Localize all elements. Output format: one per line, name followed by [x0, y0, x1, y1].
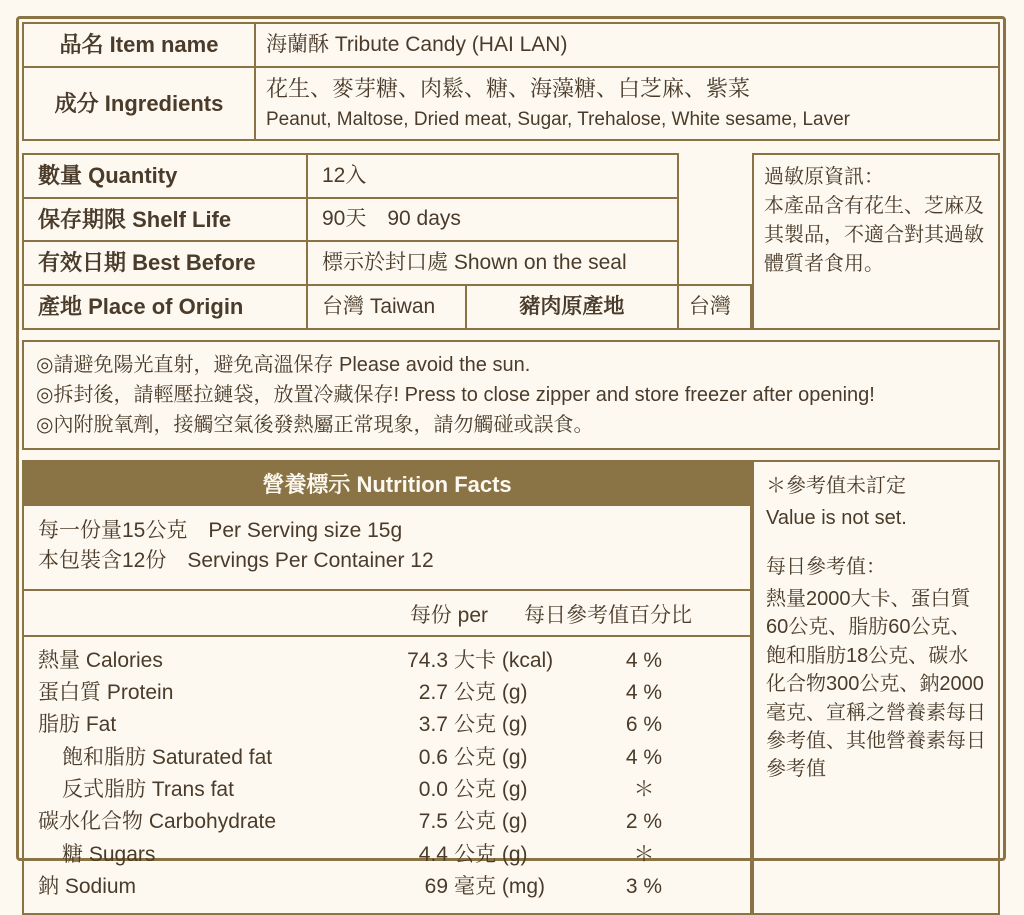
nutrient-unit: 公克 (g) — [454, 778, 528, 802]
nutrient-unit: 公克 (g) — [454, 680, 528, 704]
nutrient-daily-percent: 4 % — [625, 680, 663, 704]
storage-notes — [22, 340, 1000, 450]
table-row-best-before — [23, 241, 751, 285]
details-table-wrap — [22, 153, 752, 330]
origin-label: 產地 Place of Origin — [23, 285, 307, 329]
nutrient-daily-percent: 6 % — [625, 713, 663, 737]
serving-size: 每一份量15公克 Per Serving size 15g — [38, 518, 403, 542]
nutrient-name: 蛋白質 Protein — [38, 680, 174, 704]
nutrient-unit: 公克 (g) — [454, 810, 528, 834]
nutrient-name: 鈉 Sodium — [38, 875, 137, 899]
origin-value: 台灣 Taiwan — [307, 285, 466, 329]
star-note-zh: ＊參考值未訂定 — [766, 474, 906, 497]
nutrient-name: 脂肪 Fat — [38, 713, 117, 737]
details-table — [22, 153, 752, 330]
details-section — [22, 153, 1000, 330]
nutrient-daily-percent: 4 % — [625, 745, 663, 769]
table-row-item-name — [23, 23, 999, 67]
nutrition-row — [24, 742, 750, 774]
nutrition-title: 營養標示 Nutrition Facts — [24, 462, 750, 506]
nutrient-value: 74.3 — [407, 648, 448, 672]
star-note-en: Value is not set. — [766, 507, 907, 530]
nutrient-daily-percent: ＊ — [633, 778, 655, 802]
note-line-3: ◎內附脫氧劑，接觸空氣後發熱屬正常現象，請勿觸碰或誤食。 — [36, 413, 594, 436]
nutrient-value: 3.7 — [418, 713, 448, 737]
product-info-table — [22, 22, 1000, 141]
quantity-value: 12入 — [307, 154, 678, 198]
nutrient-unit: 毫克 (mg) — [454, 875, 545, 899]
nutrient-daily-percent: 2 % — [625, 810, 663, 834]
item-name-value: 海蘭酥 Tribute Candy (HAI LAN) — [255, 23, 999, 67]
nutrition-row — [24, 871, 750, 903]
ingredients-zh: 花生、麥芽糖、肉鬆、糖、海藻糖、白芝麻、紫菜 — [266, 75, 751, 101]
nutrition-row — [24, 774, 750, 806]
serving-info — [24, 506, 750, 591]
nutrition-row — [24, 645, 750, 677]
reference-values-box — [752, 460, 1000, 915]
nutrient-value: 69 — [424, 875, 448, 899]
nutrition-column-headers — [24, 591, 750, 637]
ingredients-value — [255, 67, 999, 140]
nutrient-value: 7.5 — [418, 810, 448, 834]
column-header-per-serving: 每份 per — [409, 603, 488, 627]
best-before-value: 標示於封口處 Shown on the seal — [307, 241, 678, 285]
nutrient-value: 0.6 — [418, 745, 448, 769]
table-row-origin — [23, 285, 751, 329]
pork-origin-label: 豬肉原產地 — [466, 285, 678, 329]
nutrition-rows — [24, 637, 750, 914]
shelf-life-label: 保存期限 Shelf Life — [23, 198, 307, 242]
column-header-daily-value: 每日參考值百分比 — [524, 603, 692, 627]
nutrient-daily-percent: 3 % — [625, 875, 663, 899]
nutrition-row — [24, 839, 750, 871]
nutrient-unit: 大卡 (kcal) — [454, 648, 554, 672]
label-content — [22, 22, 1000, 899]
nutrition-row — [24, 677, 750, 709]
nutrient-name: 糖 Sugars — [62, 842, 156, 866]
nutrient-unit: 公克 (g) — [454, 842, 528, 866]
servings-per-container: 本包裝含12份 Servings Per Container 12 — [38, 549, 434, 573]
item-name-label: 品名 Item name — [23, 23, 255, 67]
nutrient-name: 熱量 Calories — [38, 648, 163, 672]
allergen-box — [752, 153, 1000, 330]
nutrient-value: 4.4 — [418, 842, 448, 866]
ingredients-label: 成分 Ingredients — [23, 67, 255, 140]
table-row-shelf-life — [23, 198, 751, 242]
shelf-life-value: 90天 90 days — [307, 198, 678, 242]
best-before-label: 有效日期 Best Before — [23, 241, 307, 285]
ingredients-en: Peanut, Maltose, Dried meat, Sugar, Trehalose, White sesame, Laver — [266, 109, 851, 131]
nutrient-daily-percent: ＊ — [633, 842, 655, 866]
daily-value-body: 熱量2000大卡、蛋白質60公克、脂肪60公克、飽和脂肪18公克、碳水化合物300公克、鈉2000毫克、宣稱之營養素每日參考值、其他營養素每日參考值 — [766, 587, 986, 781]
nutrition-row — [24, 709, 750, 741]
nutrient-daily-percent: 4 % — [625, 648, 663, 672]
nutrient-unit: 公克 (g) — [454, 713, 528, 737]
table-row-ingredients — [23, 67, 999, 140]
note-line-2: ◎拆封後，請輕壓拉鏈袋，放置冷藏保存! Press to close zipper and store freezer after opening! — [36, 383, 875, 406]
nutrient-value: 2.7 — [418, 680, 448, 704]
pork-origin-value: 台灣 — [678, 285, 751, 329]
nutrition-table — [24, 645, 750, 904]
nutrient-name: 反式脂肪 Trans fat — [62, 778, 234, 802]
note-line-1: ◎請避免陽光直射，避免高溫保存 Please avoid the sun. — [36, 353, 531, 376]
quantity-label: 數量 Quantity — [23, 154, 307, 198]
allergen-body: 本產品含有花生、芝麻及其製品，不適合對其過敏體質者食用。 — [764, 195, 984, 276]
daily-value-title: 每日參考值： — [766, 555, 886, 578]
table-row-quantity — [23, 154, 751, 198]
nutrition-row — [24, 806, 750, 838]
nutrition-facts-panel — [22, 460, 752, 915]
nutrition-section — [22, 460, 1000, 915]
nutrient-name: 飽和脂肪 Saturated fat — [62, 745, 273, 769]
allergen-title: 過敏原資訊： — [764, 166, 884, 189]
nutrient-value: 0.0 — [418, 778, 448, 802]
nutrient-unit: 公克 (g) — [454, 745, 528, 769]
nutrient-name: 碳水化合物 Carbohydrate — [38, 810, 277, 834]
